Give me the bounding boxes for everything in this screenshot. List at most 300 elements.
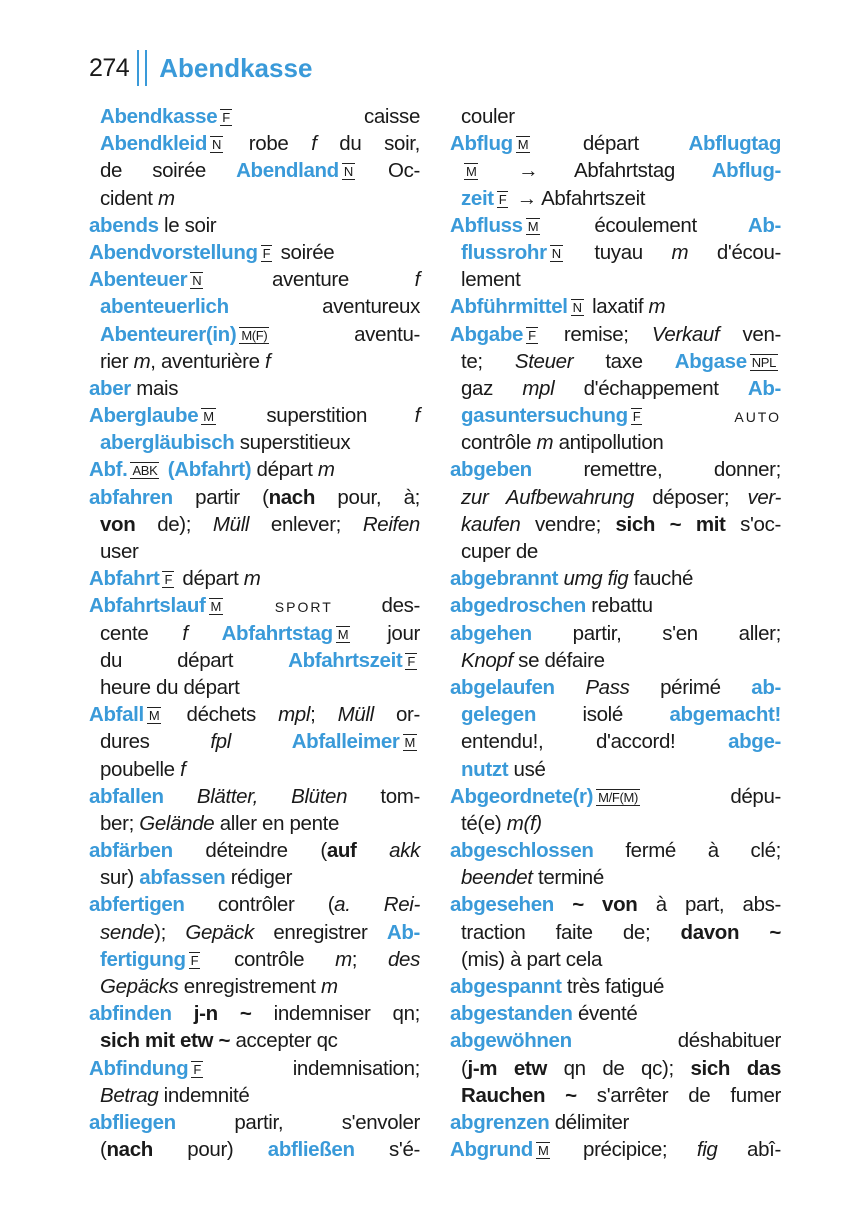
italic-label: fpl (210, 730, 231, 754)
translation-text: cente (100, 621, 183, 645)
dictionary-line (89, 1082, 420, 1109)
translation-text: très fatigué (561, 975, 665, 998)
italic-label: Gepäcks (100, 975, 179, 998)
headword: Abfall (89, 703, 144, 727)
translation-text: ber; (100, 811, 140, 835)
gender-marker: N (192, 273, 202, 289)
headword: abgeben (450, 458, 532, 482)
translation-text: heure du départ (100, 675, 240, 699)
dictionary-line (89, 375, 420, 402)
headword: flussrohr (461, 240, 547, 264)
italic-label: Verkauf (651, 322, 720, 346)
dictionary-line (89, 620, 420, 647)
gender-marker: M/F(M) (598, 789, 638, 805)
gender-marker: M (210, 599, 222, 615)
dictionary-line (89, 647, 420, 674)
italic-label: a. Rei- (334, 893, 420, 917)
translation-text: sur) (100, 866, 140, 890)
translation-text: départ (182, 567, 244, 591)
dictionary-line (450, 1055, 781, 1082)
dictionary-line (89, 402, 420, 429)
headword: Abendkasse (100, 105, 218, 128)
gender-marker: F (528, 327, 536, 343)
headword: Abflug- (711, 159, 781, 183)
headword: Abendland (236, 159, 339, 183)
translation-text: le soir (158, 213, 217, 237)
translation-text: déteindre ( (172, 839, 327, 863)
bold-text: nach (106, 1138, 153, 1162)
dictionary-line (89, 810, 420, 837)
italic-label: Blätter, Blüten (163, 784, 348, 808)
dictionary-line (89, 1027, 420, 1054)
dictionary-line (450, 266, 781, 293)
translation-text: éventé (572, 1002, 638, 1026)
dictionary-line (450, 1082, 781, 1109)
headword: Abfindung (89, 1056, 189, 1080)
translation-text: à part, abs- (637, 893, 781, 917)
translation-text: délimiter (549, 1110, 630, 1134)
translation-text: ; (351, 947, 388, 971)
dictionary-line (450, 321, 781, 348)
headword: abgrenzen (450, 1110, 550, 1134)
headword: gasuntersuchung (461, 404, 628, 428)
headword: Abfahrtslauf (89, 594, 206, 618)
headword: abenteuerlich (100, 295, 229, 319)
headword: Abführmittel (450, 295, 568, 319)
headword: nutzt (461, 757, 509, 781)
translation-text: aventure (271, 268, 415, 292)
bold-text: von (100, 512, 136, 536)
italic-label: beendet (461, 866, 533, 890)
dictionary-line (450, 919, 781, 946)
italic-label: Pass (554, 675, 630, 699)
gender-marker: N (343, 164, 353, 180)
translation-text: traction faite de; (461, 920, 681, 944)
gender-marker: N (572, 300, 582, 316)
dictionary-line (89, 919, 420, 946)
translation-text: entendu!, d'accord! (461, 730, 729, 754)
headword: Abflug (450, 132, 513, 156)
dictionary-line (450, 375, 781, 402)
dictionary-line (89, 293, 420, 320)
headword: abgewöhnen (450, 1029, 572, 1053)
dictionary-line (450, 484, 781, 511)
headword: abgestanden (450, 1002, 573, 1026)
headword: abgedroschen (450, 594, 586, 618)
bold-text: sich das (690, 1056, 781, 1080)
guide-word: Abendkasse (159, 52, 313, 83)
translation-text: té(e) (461, 811, 507, 835)
dictionary-line (89, 674, 420, 701)
italic-label: m (648, 295, 666, 319)
dictionary-line (89, 239, 420, 266)
translation-text: superstitieux (234, 431, 351, 455)
italic-label: m (243, 567, 261, 591)
gender-marker: F (193, 1061, 201, 1077)
translation-text: dures (100, 730, 211, 754)
headword: abfließen (267, 1138, 355, 1162)
translation-text: fauché (628, 567, 694, 591)
dictionary-line (89, 783, 420, 810)
translation-text: rebattu (585, 594, 653, 618)
dictionary-line (89, 946, 420, 973)
headword: Abgeordnete(r) (450, 784, 594, 808)
headword: aber (89, 376, 131, 400)
translation-text: isolé (536, 703, 670, 727)
dictionary-line (89, 348, 420, 375)
dictionary-line (89, 321, 420, 348)
dictionary-line (450, 293, 781, 320)
italic-label: f (414, 268, 420, 292)
dictionary-line (450, 456, 781, 483)
gender-marker: M (527, 218, 539, 234)
headword: abge- (728, 730, 781, 754)
gender-marker: M (537, 1143, 549, 1159)
bold-text: ~ von (553, 893, 638, 917)
dictionary-line (89, 130, 420, 157)
dictionary-line (89, 538, 420, 565)
translation-text: pour) (152, 1138, 268, 1162)
headword: Abf. (89, 458, 128, 482)
header-divider (137, 50, 147, 86)
translation-text: s'arrêter de fumer (576, 1083, 782, 1107)
translation-text: de); (135, 512, 213, 536)
dictionary-line (450, 620, 781, 647)
translation-text: , aventurière (150, 349, 266, 373)
bold-text: nach (268, 485, 316, 509)
translation-text: contrôle (461, 431, 537, 455)
gender-marker: F (498, 191, 507, 207)
bold-text: Rauchen ~ (461, 1083, 577, 1107)
dictionary-line (450, 891, 781, 918)
headword: abgespannt (450, 975, 562, 998)
headword: abfassen (139, 866, 226, 890)
translation-text: s'oc- (725, 512, 781, 536)
headword: Abfluss (450, 213, 523, 237)
dictionary-line (89, 1055, 420, 1082)
dictionary-line (450, 674, 781, 701)
headword: Abgase (674, 349, 747, 373)
italic-label: f (182, 621, 188, 645)
translation-text: → Abfahrtszeit (516, 186, 646, 210)
gender-marker: NPL (751, 354, 776, 370)
italic-label: umg fig (558, 567, 629, 591)
dictionary-line (450, 864, 781, 891)
translation-text: antipollution (553, 431, 664, 455)
italic-label: Müll (337, 703, 374, 727)
translation-text: écoulement (594, 213, 748, 237)
dictionary-line (450, 103, 781, 130)
translation-text: aventu- (354, 322, 420, 346)
italic-label: m (317, 458, 335, 482)
translation-text (188, 622, 222, 645)
gender-marker: F (262, 245, 271, 261)
dictionary-line (89, 1109, 420, 1136)
translation-text: soirée (280, 240, 335, 264)
usage-label: AUTO (734, 409, 781, 426)
translation-text: rier (100, 349, 134, 373)
translation-text: aller en pente (214, 811, 340, 835)
headword: abergläubisch (100, 431, 235, 455)
translation-text: accepter qc (230, 1029, 338, 1053)
headword: abgehen (450, 621, 532, 645)
dictionary-line (89, 891, 420, 918)
translation-text: ; (310, 703, 338, 727)
headword: Abfahrtstag (221, 621, 333, 645)
dictionary-line (450, 157, 781, 184)
translation-text: mais (130, 376, 179, 400)
translation-text: laxatif (592, 295, 649, 319)
gender-marker: N (212, 137, 222, 153)
gender-marker: M (337, 626, 349, 642)
gender-marker: F (632, 409, 641, 425)
headword: Abfalleimer (291, 730, 400, 754)
translation-text: usé (508, 757, 546, 781)
headword: Abfahrt (89, 567, 160, 591)
gender-marker: F (190, 952, 199, 968)
translation-text (231, 730, 292, 753)
dictionary-line (89, 266, 420, 293)
headword: abgelaufen (450, 675, 555, 699)
dictionary-line (450, 973, 781, 1000)
translation-text: partir ( (172, 485, 269, 509)
headword: ab- (751, 675, 781, 699)
translation-text: contrôler ( (184, 893, 335, 917)
headword: Abendkleid (100, 132, 207, 156)
dictionary-line (450, 511, 781, 538)
headword: fertigung (100, 947, 186, 971)
translation-text: aventureux (228, 295, 420, 319)
headword: abfliegen (89, 1110, 176, 1134)
translation-text: pour, à; (315, 485, 420, 509)
dictionary-line (450, 239, 781, 266)
italic-label: ver- (747, 485, 782, 509)
dictionary-line (89, 511, 420, 538)
headword: Abenteurer(in) (100, 322, 237, 346)
gender-marker: M (517, 137, 529, 153)
italic-label: akk (356, 839, 420, 863)
headword: Aberglaube (89, 404, 199, 428)
translation-text: tuyau (594, 240, 672, 264)
translation-text: caisse (363, 105, 420, 128)
dictionary-line (89, 701, 420, 728)
headword: Abgrund (450, 1138, 533, 1162)
translation-text: enregistrer (253, 920, 387, 944)
translation-text: ven- (719, 322, 781, 346)
gender-marker: ABK (132, 463, 158, 479)
translation-text: Oc- (388, 159, 420, 183)
translation-text: enlever; (249, 512, 363, 536)
headword: Abendvorstellung (89, 240, 258, 264)
translation-text: ( (461, 1056, 468, 1080)
headword: abgebrannt (450, 567, 559, 591)
page-number: 274 (89, 53, 130, 82)
dictionary-line (450, 946, 781, 973)
bold-text: auf (326, 839, 357, 863)
gender-marker: F (222, 110, 230, 125)
translation-text: indemnité (158, 1083, 250, 1107)
translation-text: du soir, (316, 132, 420, 156)
italic-label: m (157, 186, 175, 210)
translation-text: du départ (100, 648, 289, 672)
italic-label: Steuer (514, 349, 574, 373)
headword: abfertigen (89, 893, 185, 917)
gender-marker: M (466, 164, 477, 180)
italic-label: fig (696, 1138, 718, 1162)
dictionary-line (450, 1027, 781, 1054)
bold-text: davon ~ (680, 920, 781, 944)
italic-label: kaufen (461, 512, 521, 536)
gender-marker: F (164, 572, 173, 588)
dictionary-line (450, 212, 781, 239)
dictionary-line (450, 185, 781, 212)
italic-label: f (414, 404, 420, 428)
left-column (89, 103, 420, 1163)
italic-label: Gepäck (185, 920, 254, 944)
headword: Abenteuer (89, 268, 188, 292)
translation-text: terminé (532, 866, 604, 890)
translation-text: te; (461, 349, 515, 373)
translation-text: superstition (266, 404, 415, 428)
dictionary-line (89, 1136, 420, 1163)
translation-text: qn de qc); (546, 1056, 691, 1080)
dictionary-line (89, 185, 420, 212)
bold-text: j-n ~ (171, 1002, 252, 1026)
translation-text: fermé à clé; (593, 839, 781, 863)
translation-text: user (100, 540, 139, 563)
headword: abfallen (89, 784, 164, 808)
translation-text: des- (332, 594, 420, 618)
italic-label: Müll (212, 512, 250, 536)
dictionary-line (89, 456, 420, 483)
translation-text: poubelle (100, 757, 181, 781)
translation-text: remise; (563, 322, 652, 346)
dictionary-line (89, 864, 420, 891)
headword: abfahren (89, 485, 173, 509)
italic-label: mpl (522, 376, 555, 400)
gender-marker: M (203, 409, 214, 425)
dictionary-line (450, 348, 781, 375)
translation-text: s'é- (354, 1138, 420, 1162)
translation-text: de soirée (100, 159, 237, 183)
bold-text: j-m etw (467, 1056, 547, 1080)
page-header (89, 48, 312, 88)
dictionary-line (89, 1000, 420, 1027)
translation-text: déposer; (633, 485, 748, 509)
translation-text: tom- (347, 784, 420, 808)
gender-marker: M (148, 708, 160, 724)
italic-label: m (335, 947, 352, 971)
dictionary-line (89, 592, 420, 619)
translation-text: enregistrement (178, 975, 321, 998)
dictionary-line (89, 973, 420, 1000)
translation-text: déchets (186, 703, 279, 727)
headword: Ab- (747, 376, 781, 400)
translation-text: (mis) à part cela (461, 947, 603, 971)
translation-text: robe (248, 132, 312, 156)
translation-text: indemnisation; (292, 1056, 420, 1080)
headword: abgemacht! (669, 703, 781, 727)
headword: Abfahrtszeit (288, 648, 403, 672)
headword: gelegen (461, 703, 537, 727)
italic-label: m (320, 975, 338, 998)
translation-text: taxe (573, 349, 675, 373)
translation-text: vendre; (520, 512, 616, 536)
right-column (450, 103, 781, 1163)
translation-text: contrôle (234, 947, 336, 971)
dictionary-line (89, 157, 420, 184)
dictionary-line (450, 728, 781, 755)
dictionary-line (89, 565, 420, 592)
translation-text: couler (461, 105, 515, 128)
dictionary-line (450, 538, 781, 565)
translation-text: départ (251, 458, 318, 482)
dictionary-line (89, 212, 420, 239)
gender-marker: M (404, 735, 415, 751)
bold-text: sich ~ mit (615, 512, 726, 536)
dictionary-line (450, 402, 781, 429)
translation-text: se défaire (512, 648, 605, 672)
gender-marker: F (407, 653, 415, 669)
translation-text: cident (100, 186, 158, 210)
dictionary-line (450, 592, 781, 619)
headword: zeit (461, 186, 494, 210)
gender-marker: N (551, 245, 561, 261)
usage-label: SPORT (274, 599, 333, 616)
dictionary-line (450, 130, 781, 157)
dictionary-line (450, 647, 781, 674)
italic-label: zur Aufbewahrung (461, 485, 634, 509)
italic-label: f (265, 349, 271, 373)
translation-text: lement (461, 268, 521, 292)
translation-text: gaz (461, 376, 523, 400)
dictionary-line (450, 701, 781, 728)
dictionary-line (450, 1000, 781, 1027)
italic-label: Knopf (461, 648, 513, 672)
headword: abfärben (89, 839, 173, 863)
headword: abfinden (89, 1002, 172, 1026)
translation-text: ( (100, 1138, 107, 1162)
translation-text: périmé (629, 675, 752, 699)
dictionary-line (450, 429, 781, 456)
italic-label: Gelände (139, 811, 215, 835)
italic-label: f (311, 132, 317, 156)
gender-marker: M(F) (241, 327, 268, 343)
dictionary-line (89, 103, 420, 130)
translation-text: jour (387, 621, 420, 645)
translation-text: partir, s'en aller; (531, 621, 781, 645)
translation-text: partir, s'envoler (175, 1110, 420, 1134)
italic-label: m (671, 240, 689, 264)
italic-label: m (536, 431, 554, 455)
headword: abgeschlossen (450, 839, 594, 863)
dictionary-line (450, 756, 781, 783)
headword: (Abfahrt) (167, 458, 252, 482)
dictionary-line (450, 1136, 781, 1163)
bold-text: sich mit etw ~ (100, 1029, 231, 1053)
translation-text: d'échappement (554, 376, 748, 400)
italic-label: sende (100, 920, 155, 944)
translation-text: d'écou- (688, 240, 781, 264)
dictionary-line (450, 810, 781, 837)
italic-label: f (180, 757, 186, 781)
translation-text: indemniser qn; (251, 1002, 420, 1026)
italic-label: m (133, 349, 151, 373)
translation-text: déshabituer (571, 1029, 781, 1053)
italic-label: Betrag (100, 1083, 159, 1107)
italic-label: mpl (278, 703, 311, 727)
translation-text: cuper de (461, 540, 538, 563)
